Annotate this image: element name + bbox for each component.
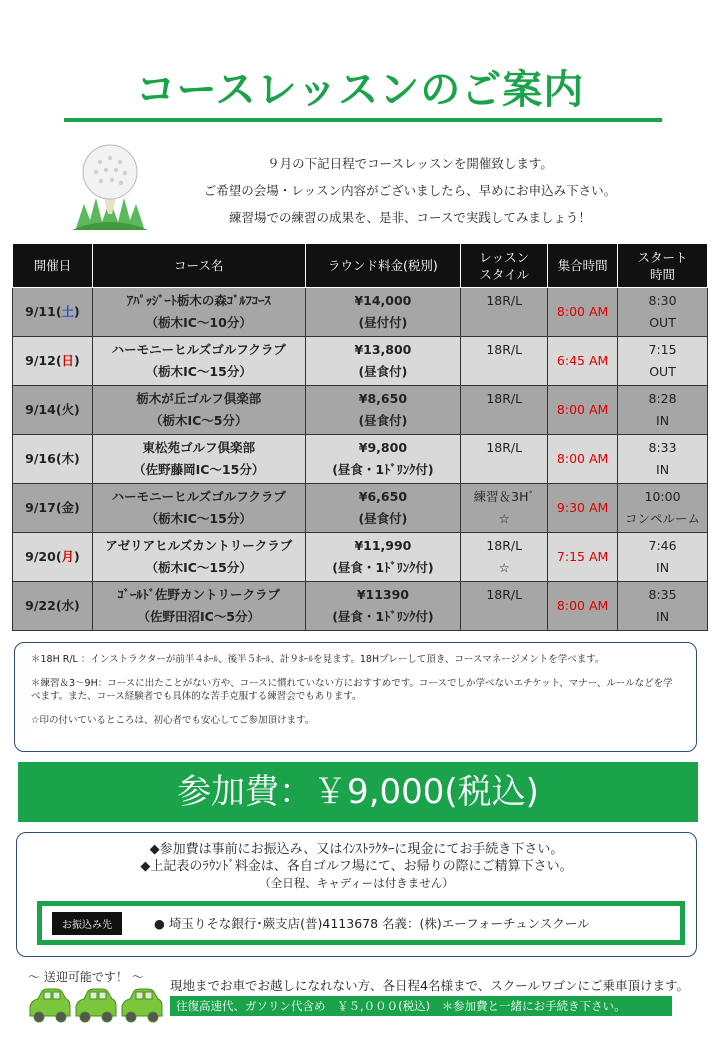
cell-start-time: 7:15 OUT [618,337,708,386]
header-course: コース名 [92,244,305,288]
cell-assemble-time: 8:00 AM [548,288,618,337]
golf-ball-icon [70,140,150,232]
cell-price: ¥9,800 (昼食・1ﾄﾞﾘﾝｸ付) [305,435,461,484]
header-style: レッスン スタイル [461,244,548,288]
cell-date: 9/11(土) [13,288,93,337]
cell-assemble-time: 6:45 AM [548,337,618,386]
cell-start-time: 7:46 IN [618,533,708,582]
bank-box [37,901,685,945]
cell-start-time: 8:30 OUT [618,288,708,337]
table-header-row [13,244,708,288]
cell-price: ¥14,000 (昼付付) [305,288,461,337]
note-text: ☆印の付いているところは、初心者でも安心してご参加頂けます。 [31,715,315,726]
intro-line: ９月の下記日程でコースレッスンを開催致します。 [267,156,553,171]
payment-note: （全日程、キャディーは付きません） [259,876,454,890]
table-row [13,533,708,582]
header-start: スタート 時間 [618,244,708,288]
note-text: ＊練習＆3～9H：コースに出たことがない方や、コースに慣れていない方におすすめです。コースでしか学べないエチケット、マナー、ルールなどを学べます。また、コース経験者でも具体的な苦手克服する練習会でもあります。 [31,678,673,702]
cell-date: 9/14(火) [13,386,93,435]
cell-style: 18R/L ☆ [461,533,548,582]
cell-assemble-time: 9:30 AM [548,484,618,533]
table-row [13,288,708,337]
cell-course: ハーモニーヒルズゴルフクラブ （栃木IC～15分） [92,337,305,386]
intro-line: 練習場での練習の成果を、是非、コースで実践してみましょう！ [229,210,591,225]
cell-course: 栃木が丘ゴルフ倶楽部 （栃木IC～5分） [92,386,305,435]
table-row [13,337,708,386]
payment-line: ◆参加費は事前にお振込み、又はｲﾝｽﾄﾗｸﾀｰに現金にてお手続き下さい。 [149,842,564,857]
pickup-fee-bar: 往復高速代、ガソリン代含め ￥５,０００(税込) ＊参加費と一緒にお手続き下さい。 [170,996,672,1016]
payment-line: ◆上記表のﾗｳﾝﾄﾞ料金は、各自ゴルフ場にて、お帰りの際にご精算下さい。 [140,859,573,874]
header-price: ラウンド料金(税別) [305,244,461,288]
pickup-text: 現地までお車でお越しになれない方、各日程4名様まで、スクールワゴンにご乗車頂けます。 [170,978,689,993]
note-text: ＊18H R/L ：インストラクターが前半４ﾎｰﾙ、後半５ﾎｰﾙ、計９ﾎｰﾙを見ます。18Hプレーして頂き、コースマネージメントを学べます。 [31,654,605,665]
cell-course: アゼリアヒルズカントリークラブ （栃木IC～15分） [92,533,305,582]
intro-text [160,150,660,231]
table-row [13,582,708,631]
cell-price: ¥6,650 (昼食付) [305,484,461,533]
bank-account-text: ● 埼玉りそな銀行･蕨支店(普)4113678 名義：(株)エーフォーチュンスクール [154,916,590,931]
cell-course: ｺﾞｰﾙﾄﾞ佐野カントリークラブ （佐野田沼IC～5分） [92,582,305,631]
cell-assemble-time: 8:00 AM [548,582,618,631]
cell-style: 18R/L [461,337,548,386]
header-assemble: 集合時間 [548,244,618,288]
cell-start-time: 10:00 コンペルーム [618,484,708,533]
cell-style: 練習＆3Hﾞ ☆ [461,484,548,533]
table-row [13,484,708,533]
pickup-label: ～ 送迎可能です！ ～ [28,970,144,984]
cell-price: ¥13,800 (昼食付) [305,337,461,386]
cell-course: ハーモニーヒルズゴルフクラブ （栃木IC～15分） [92,484,305,533]
cell-date: 9/16(木) [13,435,93,484]
cell-style: 18R/L [461,435,548,484]
cell-style: 18R/L [461,288,548,337]
cell-style: 18R/L [461,386,548,435]
cell-course: ｱﾊﾟｯｼﾞｰﾄ栃木の森ｺﾞﾙﾌｺｰｽ （栃木IC～10分） [92,288,305,337]
payment-box [16,832,697,957]
cell-course: 東松苑ゴルフ倶楽部 （佐野藤岡IC～15分） [92,435,305,484]
cell-date: 9/17(金) [13,484,93,533]
cell-price: ¥11,990 (昼食・1ﾄﾞﾘﾝｸ付) [305,533,461,582]
bank-label: お振込み先 [52,912,122,935]
cell-start-time: 8:35 IN [618,582,708,631]
cell-price: ¥11390 (昼食・1ﾄﾞﾘﾝｸ付) [305,582,461,631]
car-icon [26,986,166,1026]
cell-start-time: 8:28 IN [618,386,708,435]
title-underline [64,118,662,122]
cell-price: ¥8,650 (昼食付) [305,386,461,435]
cell-assemble-time: 7:15 AM [548,533,618,582]
cell-date: 9/12(日) [13,337,93,386]
page-title: コースレッスンのご案内 [135,67,585,113]
table-row [13,386,708,435]
cell-assemble-time: 8:00 AM [548,386,618,435]
intro-line: ご希望の会場・レッスン内容がございましたら、早めにお申込み下さい。 [203,183,617,198]
cell-style: 18R/L [461,582,548,631]
cell-date: 9/22(水) [13,582,93,631]
header-date: 開催日 [13,244,93,288]
table-row [13,435,708,484]
notes-box [14,642,697,752]
cell-date: 9/20(月) [13,533,93,582]
cell-assemble-time: 8:00 AM [548,435,618,484]
cell-start-time: 8:33 IN [618,435,708,484]
fee-banner: 参加費：￥9,000(税込) [18,762,698,822]
schedule-table [12,243,708,631]
